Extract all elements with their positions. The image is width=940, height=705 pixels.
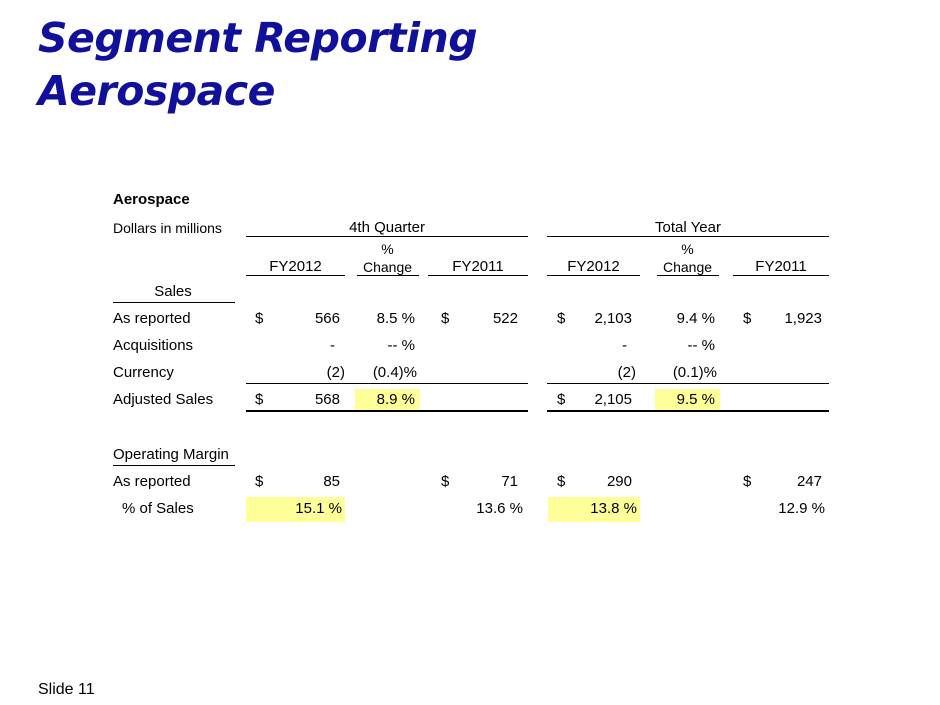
q4-fy2012-underline bbox=[246, 275, 345, 276]
cell-pct: (0.4)% bbox=[372, 364, 417, 381]
cell-value: 1,923 bbox=[784, 310, 822, 327]
year-col-fy2011: FY2011 bbox=[755, 258, 807, 275]
cell-value: 71 bbox=[501, 473, 518, 490]
q4-group-underline bbox=[246, 236, 528, 237]
row-label-pct-of-sales: % of Sales bbox=[122, 500, 194, 517]
units-label: Dollars in millions bbox=[113, 220, 222, 236]
cell-pct: 13.8 % bbox=[590, 500, 637, 517]
dollar-sign: $ bbox=[557, 310, 566, 327]
year-fy2011-underline bbox=[733, 275, 829, 276]
row-label-as-reported: As reported bbox=[113, 310, 191, 327]
q4-col-pct-top: % bbox=[381, 241, 394, 257]
sales-header-underline bbox=[113, 302, 235, 303]
adjusted-double-underline-q4 bbox=[246, 410, 528, 412]
cell-value: 85 bbox=[323, 473, 340, 490]
cell-value: - bbox=[622, 337, 627, 354]
cell-pct: 8.5 % bbox=[376, 310, 415, 327]
dollar-sign: $ bbox=[441, 310, 450, 327]
q4-col-pct-bottom: Change bbox=[362, 259, 413, 275]
slide-number: Slide 11 bbox=[38, 681, 95, 698]
q4-col-fy2012: FY2012 bbox=[269, 258, 322, 275]
cell-pct: 8.9 % bbox=[376, 391, 415, 408]
adjusted-double-underline-year bbox=[547, 410, 829, 412]
cell-value: 247 bbox=[796, 473, 822, 490]
cell-value: (2) bbox=[617, 364, 636, 381]
cell-value: (2) bbox=[326, 364, 345, 381]
dollar-sign: $ bbox=[441, 473, 450, 490]
q4-col-fy2011: FY2011 bbox=[452, 258, 504, 275]
dollar-sign: $ bbox=[557, 473, 566, 490]
dollar-sign: $ bbox=[557, 391, 566, 408]
dollar-sign: $ bbox=[255, 310, 264, 327]
cell-pct: 9.5 % bbox=[676, 391, 715, 408]
year-group-underline bbox=[547, 236, 829, 237]
year-col-pct-top: % bbox=[681, 241, 694, 257]
row-label-acquisitions: Acquisitions bbox=[113, 337, 194, 354]
cell-pct: 13.6 % bbox=[476, 500, 523, 517]
operating-margin-header: Operating Margin bbox=[113, 446, 229, 463]
year-pct-underline bbox=[657, 275, 719, 276]
title-line-1: Segment Reporting bbox=[38, 14, 478, 62]
cell-value: 2,103 bbox=[594, 310, 632, 327]
cell-value: - bbox=[330, 337, 335, 354]
currency-underline-q4 bbox=[246, 383, 528, 384]
cell-value: 566 bbox=[314, 310, 340, 327]
cell-value: 568 bbox=[314, 391, 340, 408]
title-line-2: Aerospace bbox=[38, 67, 275, 115]
row-label-adjusted-sales: Adjusted Sales bbox=[113, 391, 214, 408]
cell-value: 2,105 bbox=[594, 391, 632, 408]
dollar-sign: $ bbox=[743, 310, 752, 327]
cell-value: 290 bbox=[606, 473, 632, 490]
cell-pct: 15.1 % bbox=[295, 500, 342, 517]
cell-pct: -- % bbox=[687, 337, 715, 354]
dollar-sign: $ bbox=[255, 391, 264, 408]
slide-title bbox=[38, 12, 477, 118]
year-col-pct-bottom: Change bbox=[662, 259, 713, 275]
operating-margin-underline bbox=[113, 465, 235, 466]
group-4th-quarter: 4th Quarter bbox=[349, 219, 425, 236]
dollar-sign: $ bbox=[743, 473, 752, 490]
cell-pct: (0.1)% bbox=[672, 364, 717, 381]
dollar-sign: $ bbox=[255, 473, 264, 490]
sales-header: Sales bbox=[154, 283, 192, 300]
year-fy2012-underline bbox=[547, 275, 640, 276]
cell-pct: 12.9 % bbox=[778, 500, 825, 517]
row-label-currency: Currency bbox=[113, 364, 174, 381]
q4-pct-underline bbox=[357, 275, 419, 276]
cell-pct: 9.4 % bbox=[676, 310, 715, 327]
currency-underline-year bbox=[547, 383, 829, 384]
cell-pct: -- % bbox=[387, 337, 415, 354]
cell-value: 522 bbox=[492, 310, 518, 327]
q4-fy2011-underline bbox=[428, 275, 528, 276]
section-label: Aerospace bbox=[113, 191, 190, 208]
group-total-year: Total Year bbox=[655, 219, 721, 236]
row-label-margin-as-reported: As reported bbox=[113, 473, 191, 490]
year-col-fy2012: FY2012 bbox=[567, 258, 620, 275]
